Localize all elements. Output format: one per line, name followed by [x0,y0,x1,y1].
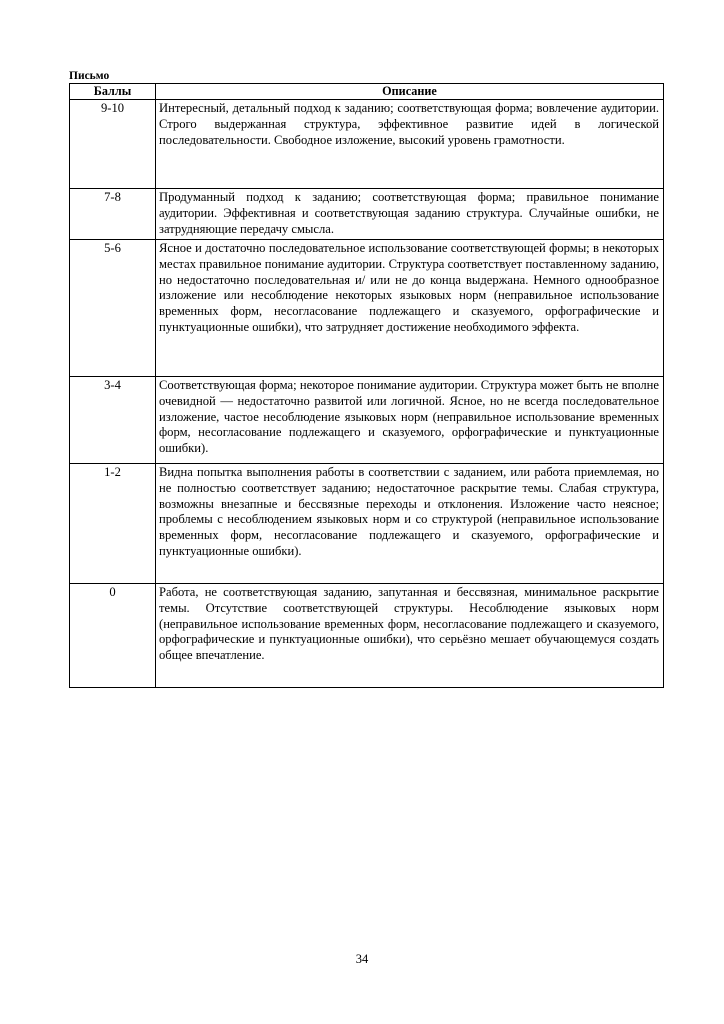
section-title: Письмо [69,70,110,82]
score-cell: 5-6 [70,240,156,377]
table-row [70,100,664,189]
description-cell: Видна попытка выполнения работы в соответствии с заданием, или работа приемлемая, но не полностью соответствует заданию; недостаточное раскрытие темы. Слабая структура, возможны внезапные и бессвязные переходы и отклонения. Изложение часто неясное; проблемы с несоблюдением языковых норм и со структурой (неправильное использование временных форм, несогласование подлежащего и сказуемого, орфографические и пунктуационные ошибки). [156,464,664,584]
table-row [70,240,664,377]
writing-rubric-table [69,83,664,688]
table-row [70,189,664,240]
header-description: Описание [156,84,664,100]
table-row [70,584,664,688]
page-number: 34 [355,952,369,966]
description-cell: Работа, не соответствующая заданию, запутанная и бессвязная, минимальное раскрытие темы. Отсутствие соответствующей структуры. Несоблюдение языковых норм (неправильное использование временных форм, несогласование подлежащего и сказуемого, орфографические и пунктуационные ошибки), что серьёзно мешает обучающемуся создать общее впечатление. [156,584,664,688]
description-cell: Ясное и достаточно последовательное использование соответствующей формы; в некоторых местах правильное понимание аудитории. Структура соответствует поставленному заданию, но недостаточно последовательная и/ или не до конца выдержана. Немного однообразное изложение или несоблюдение некоторых языковых норм (неправильное использование временных форм, несогласование подлежащего и сказуемого, орфографические и пунктуационные ошибки), что затрудняет достижение необходимого эффекта. [156,240,664,377]
score-cell: 3-4 [70,377,156,464]
description-cell: Продуманный подход к заданию; соответствующая форма; правильное понимание аудитории. Эффективная и соответствующая заданию структура. Случайные ошибки, не затрудняющие передачу смысла. [156,189,664,240]
score-cell: 7-8 [70,189,156,240]
description-cell: Соответствующая форма; некоторое понимание аудитории. Структура может быть не вполне очевидной — недостаточно развитой или логичной. Ясное, но не всегда последовательное изложение, частое несоблюдение языковых норм (неправильное использование временных форм, несогласование подлежащего и сказуемого, орфографические и пунктуационные ошибки). [156,377,664,464]
score-cell: 9-10 [70,100,156,189]
score-cell: 0 [70,584,156,688]
description-cell: Интересный, детальный подход к заданию; соответствующая форма; вовлечение аудитории. Строго выдержанная структура, эффективное развитие идей в логической последовательности. Свободное изложение, высокий уровень грамотности. [156,100,664,189]
header-score: Баллы [70,84,156,100]
table-row [70,377,664,464]
table-header-row [70,84,664,100]
score-cell: 1-2 [70,464,156,584]
table-row [70,464,664,584]
